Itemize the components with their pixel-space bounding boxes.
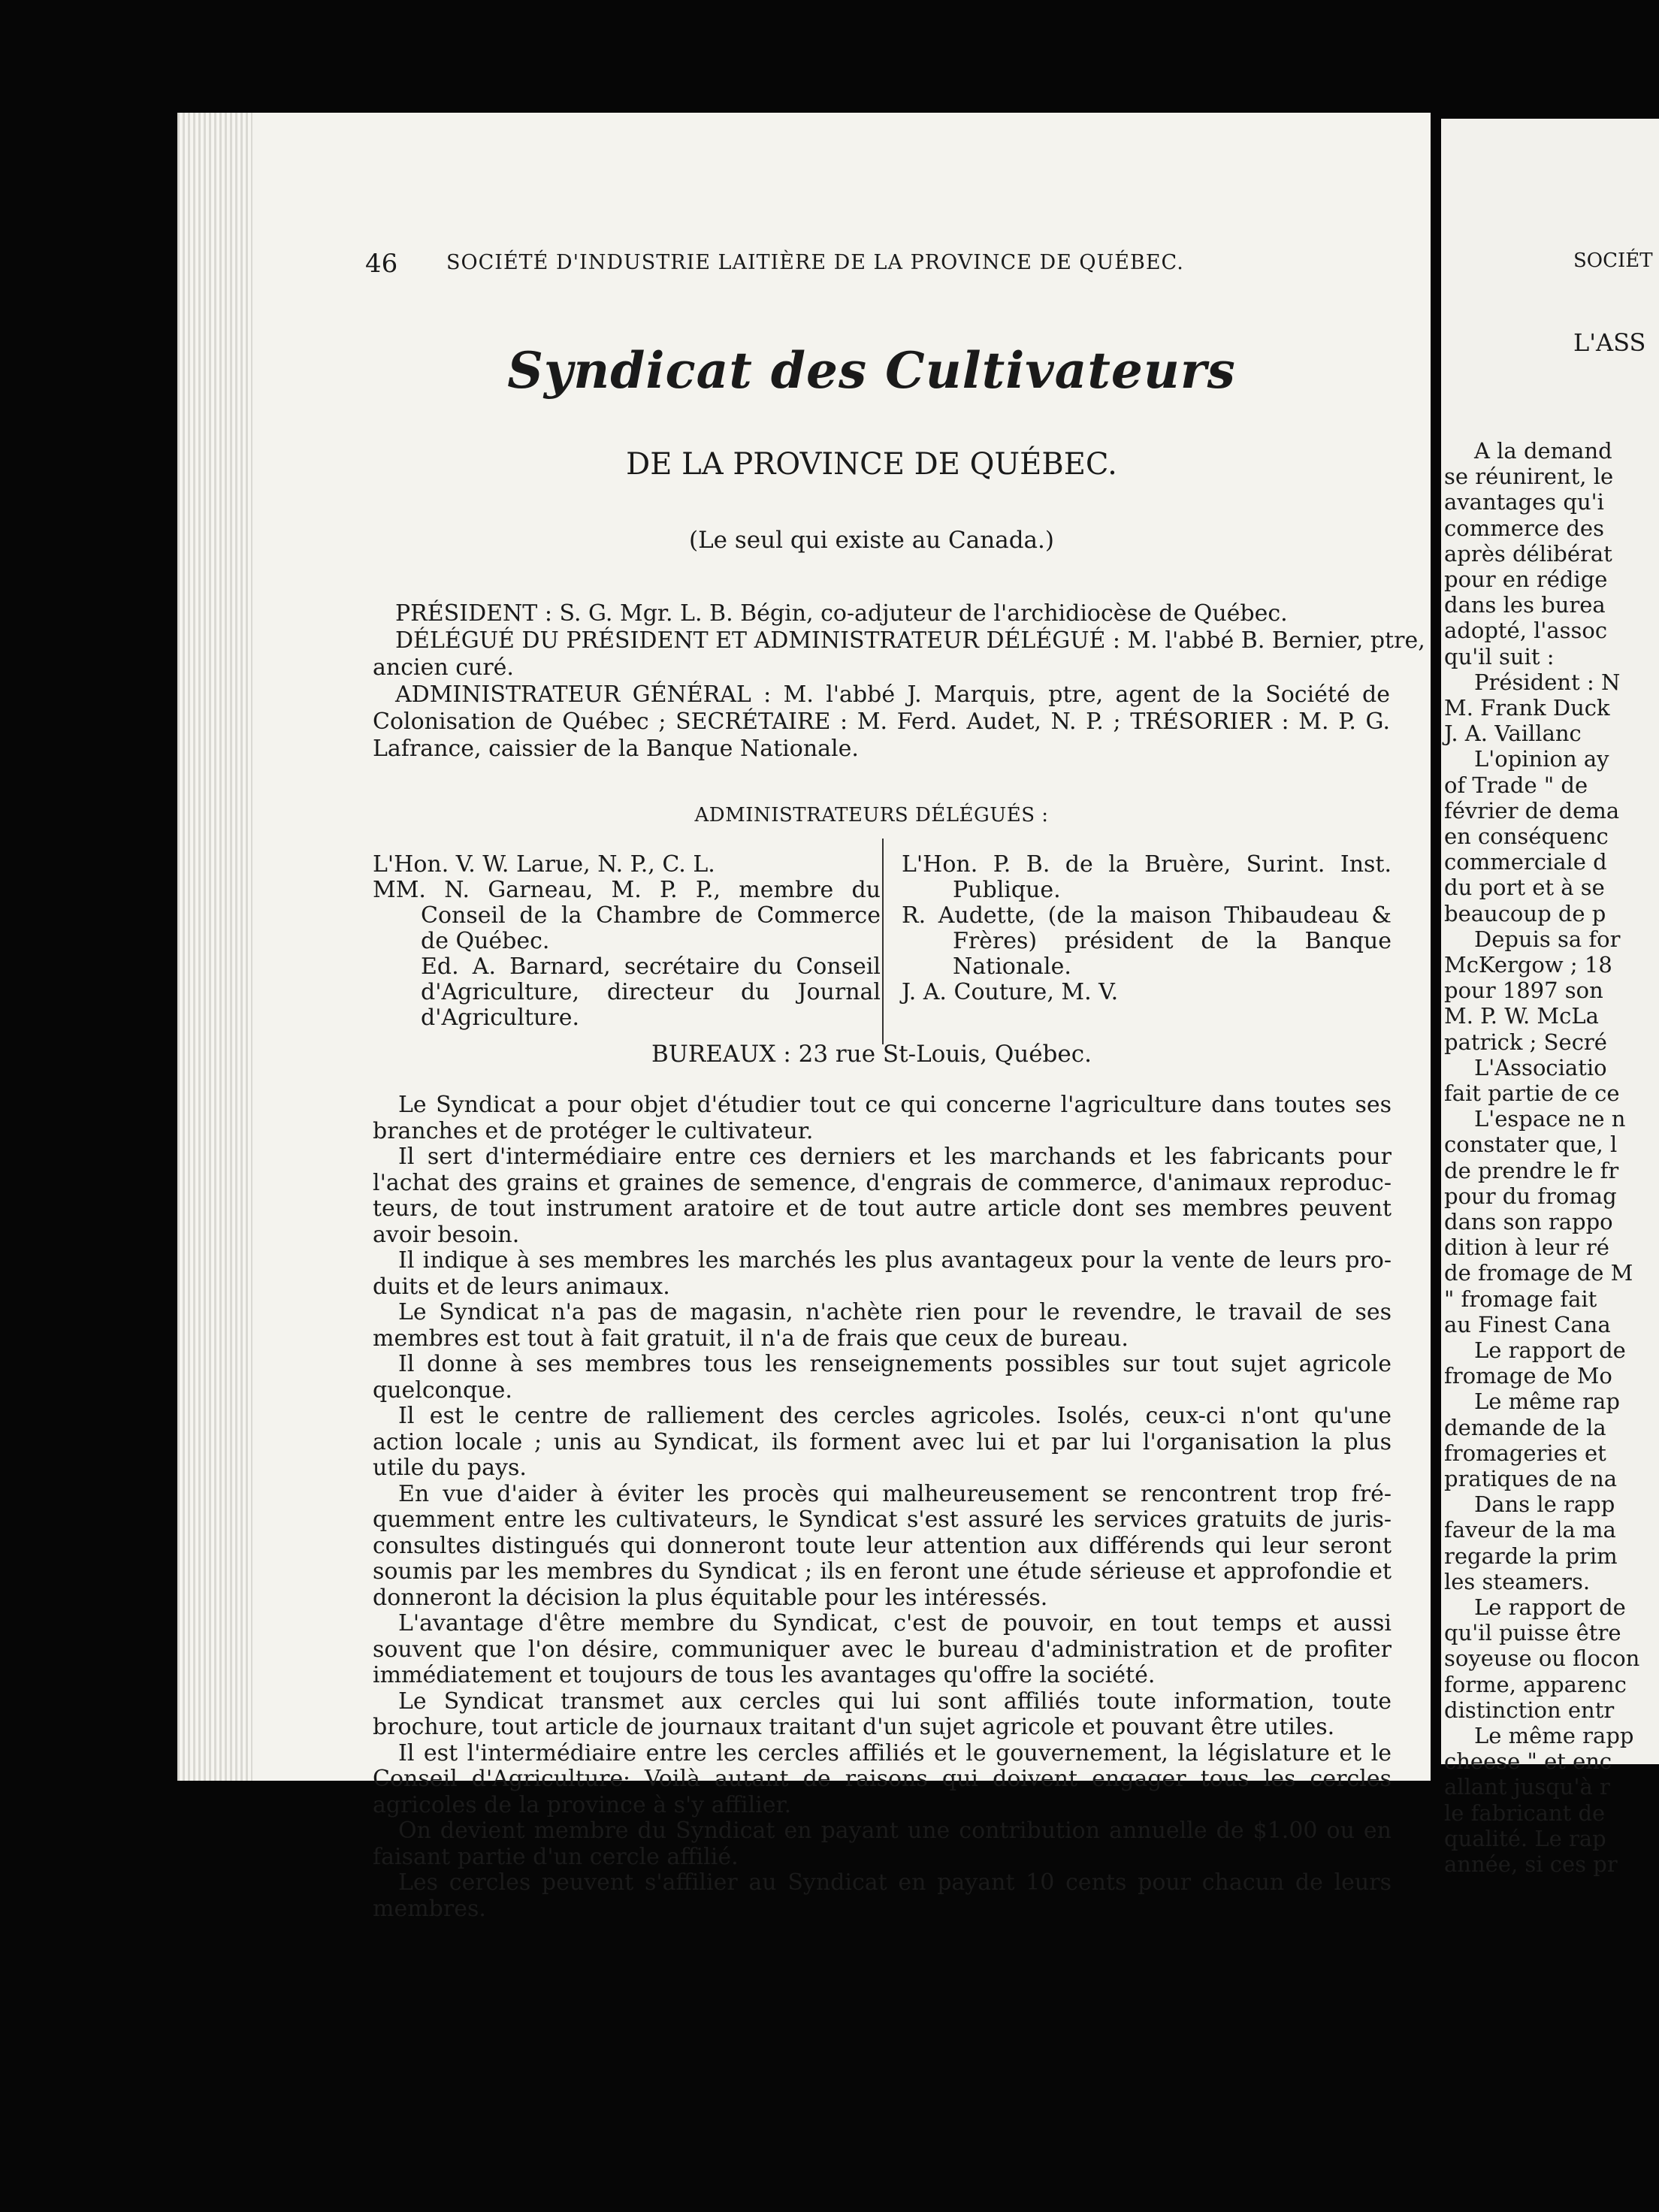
right-page-line: M. P. W. McLa [1444,1003,1599,1029]
body-line: avoir besoin. [373,1221,520,1248]
body-line: Le Syndicat transmet aux cercles qui lui sont affiliés toute information, toute [398,1688,1392,1715]
officer-line: PRÉSIDENT : S. G. Mgr. L. B. Bégin, co-adjuteur de l'archidiocèse de Québec. [395,600,1288,627]
right-page-line: du port et à se [1444,875,1605,901]
officer-line: Colonisation de Québec ; SECRÉTAIRE : M. Ferd. Audet, N. P. ; TRÉSORIER : M. P. G. [373,709,1390,735]
right-page-line: avantages qu'i [1444,489,1604,515]
right-page-line: fromage de Mo [1444,1363,1612,1389]
delegate-line: d'Agriculture. [421,1005,579,1031]
delegate-line: Conseil de la Chambre de Commerce [421,902,881,929]
right-page-line: adopté, l'assoc [1444,618,1608,644]
right-page-line: constater que, l [1444,1132,1618,1158]
right-page-line: patrick ; Secré [1444,1029,1607,1055]
right-page-line: au Finest Cana [1444,1311,1611,1337]
right-page-line: L'Associatio [1474,1054,1607,1080]
right-page-line: commerce des [1444,515,1604,541]
body-line: faisant partie d'un cercle affilié. [373,1843,739,1870]
body-line: quelconque. [373,1376,512,1404]
body-line: consultes distingués qui donneront toute leur attention aux différends qui leur seront [373,1532,1392,1559]
right-page-line: de fromage de M [1444,1260,1633,1286]
right-page-line: soyeuse ou flocon [1444,1645,1640,1672]
right-page-line: Depuis sa for [1474,926,1621,952]
right-page [1441,119,1659,1877]
right-page-line: dition à leur ré [1444,1234,1609,1261]
delegate-line: R. Audette, (de la maison Thibaudeau & [902,902,1392,929]
right-page-line: se réunirent, le [1444,464,1614,490]
right-heading: L'ASS [1573,328,1646,357]
right-page-line: demande de la [1444,1414,1606,1440]
body-line: Le Syndicat n'a pas de magasin, n'achète rien pour le revendre, le travail de ses [398,1299,1392,1325]
body-line: L'avantage d'être membre du Syndicat, c'est de pouvoir, en tout temps et aussi [398,1610,1392,1636]
right-running-head: SOCIÉT [1573,249,1653,272]
officer-line: Lafrance, caissier de la Banque Nationale. [373,736,859,762]
body-line: membres. [373,1895,486,1922]
right-page-line: année, si ces pr [1444,1851,1618,1877]
delegate-line: J. A. Couture, M. V. [902,979,1119,1005]
body-line: immédiatement et toujours de tous les avantages qu'offre la société. [373,1662,1156,1688]
body-line: utile du pays. [373,1455,527,1481]
delegate-line: L'Hon. P. B. de la Bruère, Surint. Inst. [902,851,1392,878]
right-page-line: pour 1897 son [1444,978,1603,1004]
right-page-line: en conséquenc [1444,823,1609,849]
column-divider [882,839,884,1044]
right-page-line: fromageries et [1444,1440,1606,1466]
body-line: On devient membre du Syndicat en payant une contribution annuelle de $1.00 ou en [398,1818,1392,1844]
right-page-line: Le rapport de [1474,1337,1626,1363]
delegates-heading: ADMINISTRATEURS DÉLÉGUÉS : [694,804,1049,826]
body-line: membres est tout à fait gratuit, il n'a de frais que ceux de bureau. [373,1325,1129,1352]
body-line: Le Syndicat a pour objet d'étudier tout ce qui concerne l'agriculture dans toutes ses [398,1092,1392,1118]
right-page-line: qu'il puisse être [1444,1620,1621,1646]
right-page-line: Le rapport de [1474,1594,1626,1620]
right-page-line: beaucoup de p [1444,900,1606,926]
body-line: Il sert d'intermédiaire entre ces derniers et les marchands et les fabricants pour [398,1144,1392,1170]
right-page-line: J. A. Vaillanc [1444,721,1582,747]
body-line: Il donne à ses membres tous les renseignements possibles sur tout sujet agricole [398,1351,1392,1377]
officer-line: ancien curé. [373,654,514,681]
right-page-line: commerciale d [1444,849,1607,875]
right-page-line: pratiques de na [1444,1466,1618,1491]
delegate-line: d'Agriculture, directeur du Journal [421,979,881,1005]
right-page-line: Dans le rapp [1474,1491,1615,1518]
right-page-line: forme, apparenc [1444,1671,1627,1697]
delegate-line: L'Hon. V. W. Larue, N. P., C. L. [373,851,715,878]
right-page-line: cheese " et enc [1444,1748,1612,1775]
body-line: duits et de leurs animaux. [373,1273,670,1300]
page-note: (Le seul qui existe au Canada.) [689,527,1054,554]
right-page-line: L'opinion ay [1474,746,1609,772]
right-page-line: L'espace ne n [1474,1106,1626,1132]
right-page-line: pour en rédige [1444,567,1608,592]
delegate-line: MM. N. Garneau, M. P. P., membre du [373,877,881,903]
right-page-line: après délibérat [1444,540,1612,567]
body-line: Les cercles peuvent s'affilier au Syndicat en payant 10 cents pour chacun de leurs [398,1869,1392,1896]
body-line: soumis par les membres du Syndicat ; ils en feront une étude sérieuse et approfondie et [373,1558,1392,1585]
body-line: agricoles de la province à s'y affilier. [373,1791,792,1818]
body-line: En vue d'aider à éviter les procès qui malheureusement se rencontrent trop fré- [398,1480,1392,1507]
body-line: l'achat des grains et graines de semence, d'engrais de commerce, d'animaux reproduc- [373,1169,1392,1196]
page-subtitle: DE LA PROVINCE DE QUÉBEC. [626,447,1117,482]
body-line: Il indique à ses membres les marchés les plus avantageux pour la vente de leurs pro- [398,1247,1392,1274]
body-line: quemment entre les cultivateurs, le Syndicat s'est assuré les services gratuits de juris- [373,1506,1392,1533]
delegate-line: Ed. A. Barnard, secrétaire du Conseil [421,953,881,980]
right-page-line: distinction entr [1444,1697,1615,1723]
right-page-line: pour du fromag [1444,1183,1617,1209]
right-page-line: Le même rapp [1474,1723,1634,1748]
officer-line: ADMINISTRATEUR GÉNÉRAL : M. l'abbé J. Marquis, ptre, agent de la Société de [395,681,1390,708]
body-line: Il est l'intermédiaire entre les cercles affiliés et le gouvernement, la législature et le [398,1739,1392,1766]
body-line: Conseil d'Agriculture· Voilà autant de raisons qui doivent engager tous les cercles [373,1766,1392,1792]
page-number: 46 [365,249,398,279]
delegate-line: Publique. [953,877,1061,903]
running-head: SOCIÉTÉ D'INDUSTRIE LAITIÈRE DE LA PROVINCE DE QUÉBEC. [446,251,1184,274]
delegate-line: Frères) président de la Banque [953,928,1392,954]
page-title: Syndicat des Cultivateurs [507,341,1236,400]
right-page-line: faveur de la ma [1444,1517,1616,1543]
page-edge-stack [177,113,252,1781]
body-line: branches et de protéger le cultivateur. [373,1117,814,1144]
right-page-line: de prendre le fr [1444,1157,1619,1183]
right-page-line: Le même rap [1474,1389,1620,1415]
body-line: brochure, tout article de journaux traitant d'un sujet agricole et pouvant être utiles. [373,1714,1335,1740]
right-page-line: qualité. Le rap [1444,1825,1606,1851]
body-line: donneront la décision la plus équitable pour les intéressés. [373,1584,1048,1611]
right-page-line: McKergow ; 18 [1444,952,1612,978]
officer-line: DÉLÉGUÉ DU PRÉSIDENT ET ADMINISTRATEUR DÉLÉGUÉ : M. l'abbé B. Bernier, ptre, [395,627,1425,654]
right-page-line: " fromage fait [1444,1286,1597,1312]
right-page-line: regarde la prim [1444,1543,1618,1569]
body-line: teurs, de tout instrument aratoire et de tout autre article dont ses membres peuvent [373,1195,1392,1222]
right-page-line: A la demand [1474,438,1612,464]
body-line: souvent que l'on désire, communiquer avec le bureau d'administration et de profiter [373,1636,1392,1663]
right-page-line: of Trade " de [1444,772,1588,798]
right-page-line: fait partie de ce [1444,1080,1620,1106]
right-page-line: les steamers. [1444,1568,1591,1594]
right-page-line: février de dema [1444,797,1620,823]
bureaux-address: BUREAUX : 23 rue St-Louis, Québec. [651,1041,1092,1068]
body-line: action locale ; unis au Syndicat, ils forment avec lui et par lui l'organisation la plus [373,1428,1392,1455]
right-page-line: qu'il suit : [1444,643,1555,669]
right-page-line: allant jusqu'à r [1444,1774,1610,1800]
right-page-line: M. Frank Duck [1444,695,1610,721]
body-line: Il est le centre de ralliement des cercles agricoles. Isolés, ceux-ci n'ont qu'une [398,1403,1392,1429]
delegate-line: de Québec. [421,928,550,954]
right-page-line: le fabricant de [1444,1800,1606,1826]
right-page-line: dans les burea [1444,592,1606,618]
right-page-line: dans son rappo [1444,1209,1613,1234]
right-page-line: Président : N [1474,669,1621,695]
delegate-line: Nationale. [953,953,1071,980]
